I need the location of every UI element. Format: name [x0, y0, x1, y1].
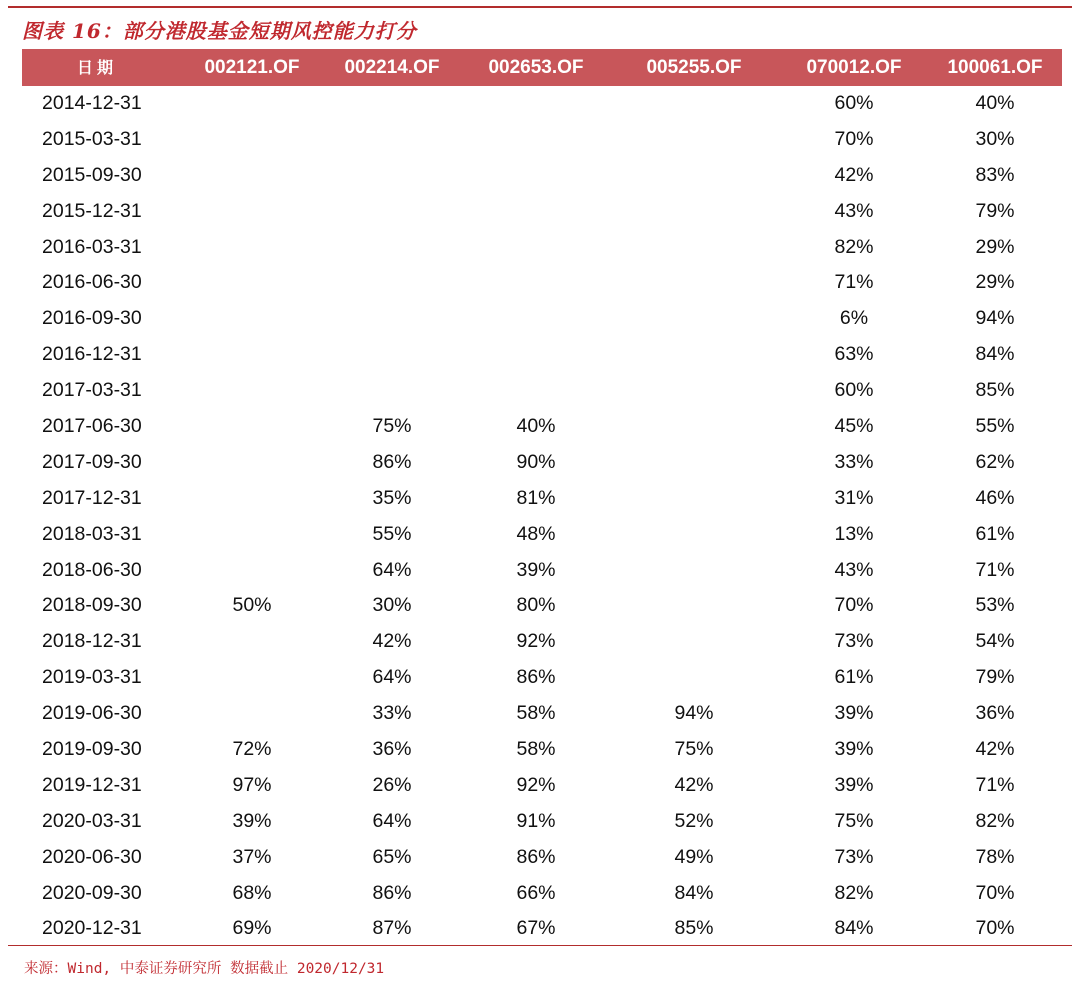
table-row — [22, 194, 1062, 230]
score-cell: 73% — [834, 845, 874, 868]
score-cell: 81% — [516, 486, 556, 509]
table-body — [22, 86, 1062, 947]
table-row — [22, 265, 1062, 301]
top-rule — [8, 6, 1072, 8]
row-date: 2016-06-30 — [42, 271, 142, 294]
score-cell: 70% — [975, 917, 1015, 940]
score-cell: 63% — [834, 343, 874, 366]
score-cell: 40% — [516, 415, 556, 438]
score-cell: 53% — [975, 594, 1015, 617]
score-cell: 60% — [834, 92, 874, 114]
score-cell: 52% — [674, 809, 714, 832]
column-header-002214: 002214.OF — [344, 57, 440, 78]
score-cell: 84% — [975, 343, 1015, 366]
score-cell: 97% — [232, 773, 272, 796]
score-cell — [192, 445, 312, 481]
score-cell: 61% — [975, 522, 1015, 545]
row-date: 2020-12-31 — [42, 917, 142, 940]
score-cell: 39% — [834, 702, 874, 725]
score-cell: 36% — [975, 702, 1015, 725]
score-cell — [332, 122, 452, 158]
score-cell — [192, 481, 312, 517]
table-row — [22, 373, 1062, 409]
score-cell — [476, 122, 596, 158]
score-cell: 26% — [372, 773, 412, 796]
score-cell: 43% — [834, 558, 874, 581]
bottom-rule — [8, 945, 1072, 946]
table-row — [22, 301, 1062, 337]
score-cell: 42% — [674, 773, 714, 796]
row-date: 2020-09-30 — [42, 881, 142, 904]
score-cell: 37% — [232, 845, 272, 868]
row-date: 2017-09-30 — [42, 450, 142, 473]
table-row — [22, 624, 1062, 660]
score-cell: 73% — [834, 630, 874, 653]
score-cell — [476, 230, 596, 266]
score-cell: 79% — [975, 666, 1015, 689]
table-row — [22, 481, 1062, 517]
table-row — [22, 337, 1062, 373]
score-cell: 60% — [834, 379, 874, 402]
score-cell — [634, 409, 754, 445]
score-cell — [634, 301, 754, 337]
score-cell: 33% — [372, 702, 412, 725]
table-row — [22, 768, 1062, 804]
score-cell — [634, 553, 754, 589]
score-cell: 86% — [516, 666, 556, 689]
score-cell: 71% — [834, 271, 874, 294]
row-date: 2019-12-31 — [42, 773, 142, 796]
score-cell — [192, 660, 312, 696]
row-date: 2020-03-31 — [42, 809, 142, 832]
score-cell: 86% — [372, 450, 412, 473]
figure-title: 图表 16：部分港股基金短期风控能力打分 — [22, 19, 417, 43]
score-cell: 30% — [372, 594, 412, 617]
score-cell — [476, 337, 596, 373]
table-header — [22, 49, 1062, 86]
score-cell: 84% — [834, 917, 874, 940]
column-header-002121: 002121.OF — [204, 57, 300, 78]
table-row — [22, 911, 1062, 947]
score-cell — [192, 230, 312, 266]
table-row — [22, 553, 1062, 589]
score-cell: 71% — [975, 558, 1015, 581]
score-cell — [634, 230, 754, 266]
score-cell: 46% — [975, 486, 1015, 509]
score-cell: 42% — [372, 630, 412, 653]
score-cell: 6% — [839, 307, 869, 330]
score-cell: 78% — [975, 845, 1015, 868]
row-date: 2015-12-31 — [42, 199, 142, 222]
score-cell: 64% — [372, 558, 412, 581]
score-cell: 64% — [372, 666, 412, 689]
row-date: 2018-12-31 — [42, 630, 142, 653]
row-date: 2017-06-30 — [42, 415, 142, 438]
score-cell: 94% — [674, 702, 714, 725]
score-cell: 62% — [975, 450, 1015, 473]
row-date: 2015-03-31 — [42, 127, 142, 150]
score-cell — [634, 588, 754, 624]
score-cell: 92% — [516, 773, 556, 796]
score-cell: 75% — [372, 415, 412, 438]
score-cell — [332, 337, 452, 373]
score-cell — [192, 553, 312, 589]
table-row — [22, 588, 1062, 624]
score-cell — [192, 409, 312, 445]
score-cell: 42% — [975, 738, 1015, 761]
column-header-070012: 070012.OF — [806, 57, 902, 78]
score-cell: 50% — [232, 594, 272, 617]
score-cell: 48% — [516, 522, 556, 545]
row-date: 2017-03-31 — [42, 379, 142, 402]
row-date: 2019-09-30 — [42, 738, 142, 761]
table-row — [22, 804, 1062, 840]
score-cell: 83% — [975, 163, 1015, 186]
table-row — [22, 230, 1062, 266]
score-cell: 71% — [975, 773, 1015, 796]
score-cell: 45% — [834, 415, 874, 438]
score-cell: 30% — [975, 127, 1015, 150]
row-date: 2019-03-31 — [42, 666, 142, 689]
score-cell: 82% — [834, 235, 874, 258]
score-cell — [332, 158, 452, 194]
row-date: 2016-03-31 — [42, 235, 142, 258]
row-date: 2015-09-30 — [42, 163, 142, 186]
score-cell — [332, 86, 452, 122]
score-cell — [634, 337, 754, 373]
score-cell: 86% — [516, 845, 556, 868]
score-cell: 87% — [372, 917, 412, 940]
table-row — [22, 732, 1062, 768]
score-cell: 75% — [674, 738, 714, 761]
score-cell: 68% — [232, 881, 272, 904]
score-cell — [192, 337, 312, 373]
column-header-005255: 005255.OF — [646, 57, 742, 78]
score-cell — [332, 230, 452, 266]
score-cell: 82% — [834, 881, 874, 904]
score-cell: 90% — [516, 450, 556, 473]
score-cell — [332, 265, 452, 301]
row-date: 2020-06-30 — [42, 845, 142, 868]
table-row — [22, 122, 1062, 158]
score-cell: 55% — [975, 415, 1015, 438]
table-row — [22, 158, 1062, 194]
score-cell: 39% — [834, 773, 874, 796]
score-cell — [634, 481, 754, 517]
table-row — [22, 696, 1062, 732]
score-cell — [634, 122, 754, 158]
score-cell: 42% — [834, 163, 874, 186]
score-cell: 49% — [674, 845, 714, 868]
score-cell: 75% — [834, 809, 874, 832]
row-date: 2017-12-31 — [42, 486, 142, 509]
score-cell: 72% — [232, 738, 272, 761]
row-date: 2014-12-31 — [42, 92, 142, 114]
row-date: 2016-12-31 — [42, 343, 142, 366]
column-header-002653: 002653.OF — [488, 57, 584, 78]
score-cell — [476, 373, 596, 409]
row-date: 2018-06-30 — [42, 558, 142, 581]
score-cell — [192, 624, 312, 660]
column-header-date: 日期 — [76, 58, 117, 77]
score-cell — [476, 194, 596, 230]
score-cell: 61% — [834, 666, 874, 689]
score-cell — [634, 517, 754, 553]
score-cell: 92% — [516, 630, 556, 653]
column-header-100061: 100061.OF — [947, 57, 1043, 78]
score-cell — [634, 86, 754, 122]
score-cell — [192, 158, 312, 194]
score-cell: 70% — [834, 127, 874, 150]
score-cell: 35% — [372, 486, 412, 509]
score-cell: 65% — [372, 845, 412, 868]
table-row — [22, 409, 1062, 445]
score-cell — [192, 265, 312, 301]
score-cell — [634, 158, 754, 194]
score-cell — [476, 158, 596, 194]
score-cell: 29% — [975, 271, 1015, 294]
score-cell: 43% — [834, 199, 874, 222]
score-cell — [192, 122, 312, 158]
score-cell — [634, 194, 754, 230]
score-cell: 54% — [975, 630, 1015, 653]
score-cell: 31% — [834, 486, 874, 509]
score-cell — [634, 660, 754, 696]
table-row — [22, 445, 1062, 481]
score-cell — [192, 517, 312, 553]
score-cell: 55% — [372, 522, 412, 545]
score-cell: 39% — [834, 738, 874, 761]
score-cell: 39% — [232, 809, 272, 832]
score-cell: 80% — [516, 594, 556, 617]
row-date: 2018-03-31 — [42, 522, 142, 545]
score-cell — [192, 301, 312, 337]
row-date: 2018-09-30 — [42, 594, 142, 617]
score-cell: 86% — [372, 881, 412, 904]
score-cell — [634, 265, 754, 301]
score-cell: 66% — [516, 881, 556, 904]
score-cell: 33% — [834, 450, 874, 473]
score-cell: 40% — [975, 92, 1015, 114]
score-cell — [634, 624, 754, 660]
table-row — [22, 86, 1062, 122]
score-cell: 85% — [674, 917, 714, 940]
score-cell: 29% — [975, 235, 1015, 258]
score-cell — [192, 194, 312, 230]
score-cell: 36% — [372, 738, 412, 761]
score-cell: 82% — [975, 809, 1015, 832]
table-row — [22, 517, 1062, 553]
score-cell: 64% — [372, 809, 412, 832]
score-cell: 85% — [975, 379, 1015, 402]
table-row — [22, 876, 1062, 912]
score-cell: 91% — [516, 809, 556, 832]
score-cell — [332, 301, 452, 337]
score-cell — [476, 265, 596, 301]
score-cell: 69% — [232, 917, 272, 940]
score-cell — [634, 445, 754, 481]
row-date: 2019-06-30 — [42, 702, 142, 725]
score-cell — [332, 373, 452, 409]
score-cell: 58% — [516, 738, 556, 761]
score-cell: 58% — [516, 702, 556, 725]
score-cell: 70% — [834, 594, 874, 617]
score-cell — [192, 373, 312, 409]
score-cell — [476, 301, 596, 337]
score-cell — [634, 373, 754, 409]
score-cell — [476, 86, 596, 122]
score-cell: 67% — [516, 917, 556, 940]
score-cell — [192, 86, 312, 122]
score-cell: 70% — [975, 881, 1015, 904]
score-cell: 39% — [516, 558, 556, 581]
table-row — [22, 660, 1062, 696]
score-cell: 94% — [975, 307, 1015, 330]
source-note: 来源：Wind, 中泰证券研究所 数据截止 2020/12/31 — [24, 961, 385, 977]
table-row — [22, 840, 1062, 876]
score-cell — [332, 194, 452, 230]
score-cell: 13% — [834, 522, 874, 545]
row-date: 2016-09-30 — [42, 307, 142, 330]
score-cell: 84% — [674, 881, 714, 904]
score-cell — [192, 696, 312, 732]
score-cell: 79% — [975, 199, 1015, 222]
